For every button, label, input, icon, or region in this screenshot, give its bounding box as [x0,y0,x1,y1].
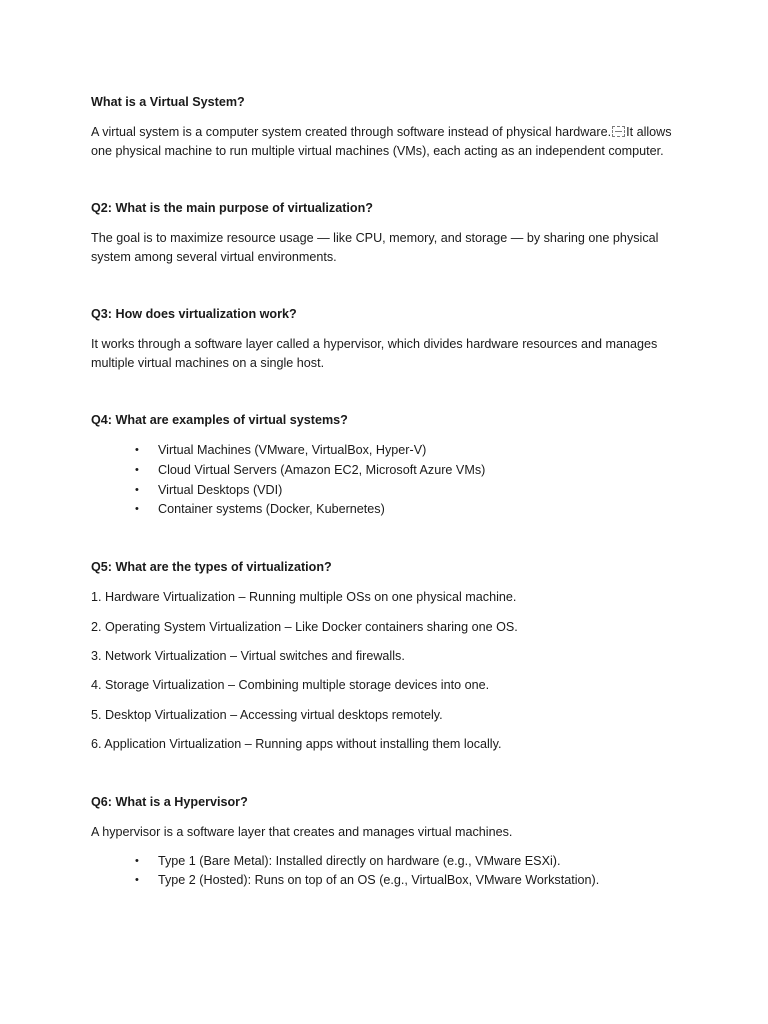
numbered-item: 1. Hardware Virtualization – Running multiple OSs on one physical machine. [91,590,517,605]
bullet-icon: • [135,503,139,516]
section-paragraph: It works through a software layer called a hypervisor, which divides hardware resources and manages [91,337,658,351]
numbered-item: 4. Storage Virtualization – Combining multiple storage devices into one. [91,678,490,693]
list-item [135,871,708,891]
list-item-text: Cloud Virtual Servers (Amazon EC2, Microsoft Azure VMs) [158,462,486,477]
bullet-icon: • [135,854,139,867]
section-virtual-system [91,93,708,161]
list-item-text: Virtual Machines (VMware, VirtualBox, Hyper-V) [158,443,427,457]
section-paragraph: one physical machine to run multiple virtual machines (VMs), each acting as an independent computer. [91,144,664,158]
section-purpose [91,199,708,267]
section-paragraph: system among several virtual environments. [91,250,337,264]
section-paragraph: multiple virtual machines on a single host. [91,356,325,370]
bullet-icon: • [135,444,139,456]
section-paragraph: A hypervisor is a software layer that creates and manages virtual machines. [91,824,513,839]
paragraph-text: A virtual system is a computer system created through software instead of physical hardware. [91,125,612,139]
bullet-icon: • [135,463,139,476]
section-heading: Q6: What is a Hypervisor? [91,794,248,809]
section-examples [91,411,708,520]
missing-glyph-icon [612,126,625,137]
numbered-item: 6. Application Virtualization – Running apps without installing them locally. [91,737,502,752]
list-item-text: Type 1 (Bare Metal): Installed directly on hardware (e.g., VMware ESXi). [158,853,561,868]
section-paragraph: The goal is to maximize resource usage — like CPU, memory, and storage — by sharing one physical [91,231,659,245]
numbered-item: 5. Desktop Virtualization – Accessing virtual desktops remotely. [91,707,443,722]
numbered-item: 3. Network Virtualization – Virtual switches and firewalls. [91,648,405,663]
section-heading: Q4: What are examples of virtual systems? [91,413,348,427]
list-item [135,500,708,520]
section-how-it-works [91,305,708,373]
section-hypervisor [91,793,708,892]
section-heading: Q3: How does virtualization work? [91,307,297,321]
bullet-icon: • [135,483,139,496]
bullet-list [91,441,708,520]
list-item-text: Type 2 (Hosted): Runs on top of an OS (e.g., VirtualBox, VMware Workstation). [158,873,600,888]
section-types [91,558,708,754]
section-heading: Q5: What are the types of virtualization? [91,560,332,575]
section-paragraph [91,123,708,142]
bullet-icon: • [135,874,139,887]
section-heading: What is a Virtual System? [91,95,245,109]
numbered-item: 2. Operating System Virtualization – Like Docker containers sharing one OS. [91,619,518,634]
list-item [135,461,708,481]
paragraph-text: It allows [626,125,672,139]
list-item-text: Container systems (Docker, Kubernetes) [158,502,385,517]
list-item [135,852,708,872]
list-item [135,481,708,501]
bullet-list [91,852,708,892]
list-item [135,441,708,461]
list-item-text: Virtual Desktops (VDI) [158,482,283,497]
section-heading: Q2: What is the main purpose of virtualization? [91,201,373,215]
